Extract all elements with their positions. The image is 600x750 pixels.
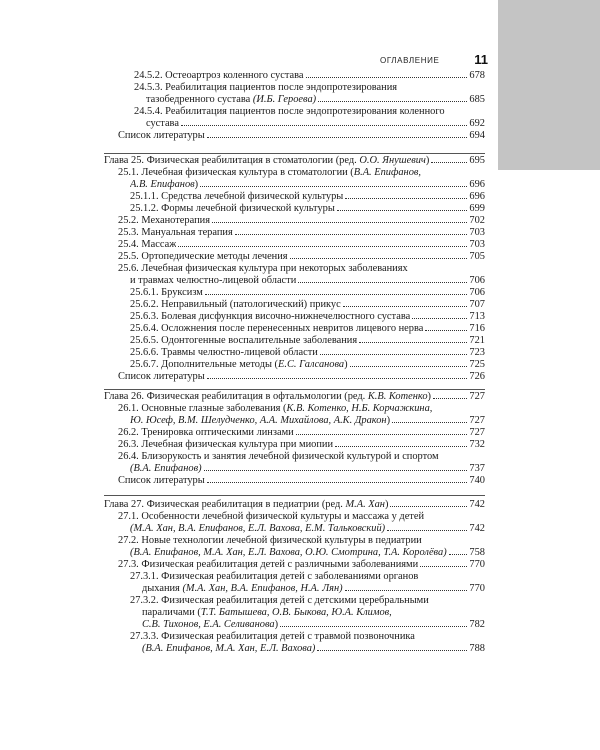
toc-entry-authors: Е.С. Галсанова [278, 359, 345, 370]
toc-entry[interactable] [104, 263, 485, 287]
toc-entry-title: 27.3.3. Физическая реабилитация детей с травмой позвоночника [130, 631, 415, 642]
toc-entry-title: Глава 25. Физическая реабилитация в стоматологии (ред. [104, 155, 357, 166]
leader-dots [207, 482, 468, 483]
toc-entry-title: 25.6.7. Дополнительные методы ( [130, 359, 279, 370]
toc-page-number: 713 [469, 311, 485, 322]
toc-entry-title-end: ) [425, 155, 430, 166]
toc-entry-authors: С.В. Тихонов, Е.А. Селиванова [142, 619, 275, 630]
leader-dots [345, 198, 467, 199]
toc-entry-authors: (М.А. Хан, В.А. Епифанов, Н.А. Лян) [182, 583, 343, 594]
chapter-divider [104, 389, 485, 390]
toc-page-number: 703 [469, 239, 485, 250]
leader-dots [345, 590, 468, 591]
toc-entry[interactable] [104, 631, 485, 655]
toc-entry-title: 25.5. Ортопедические методы лечения [118, 251, 288, 262]
leader-dots [200, 186, 467, 187]
leader-dots [296, 434, 468, 435]
leader-dots [205, 294, 468, 295]
leader-dots [420, 566, 467, 567]
toc-entry-title-end: ) [274, 619, 279, 630]
leader-dots [318, 101, 467, 102]
page-edge-tab [498, 0, 600, 170]
toc-entry[interactable] [104, 511, 485, 535]
toc-page-number: 727 [469, 415, 485, 426]
toc-entry[interactable] [104, 559, 485, 571]
page-number: 11 [474, 52, 488, 67]
toc-entry[interactable] [104, 106, 485, 130]
toc-entry-title: 24.5.2. Остеоартроз коленного сустава [134, 70, 304, 81]
toc-entry-title: 27.1. Особенности лечебной физической культуры и массажа у детей [118, 511, 425, 522]
toc-entry-authors: Т.Т. Батышева, О.В. Быкова, Ю.А. Климов, [200, 607, 392, 618]
toc-entry-title: Глава 26. Физическая реабилитация в офтальмологии (ред. [104, 391, 366, 402]
toc-entry-authors: К.В. Котенко [367, 391, 428, 402]
toc-entry-title-cont: сустава [146, 118, 179, 129]
toc-entry[interactable] [104, 323, 485, 335]
chapter-divider [104, 153, 485, 154]
toc-entry-title-end: ) [427, 391, 432, 402]
toc-entry[interactable] [104, 70, 485, 82]
leader-dots [204, 470, 468, 471]
toc-entry[interactable] [104, 191, 485, 203]
toc-page-number: 742 [469, 523, 485, 534]
toc-entry-title-cont: и травмах челюстно-лицевой области [130, 275, 297, 286]
toc-entry[interactable] [104, 203, 485, 215]
leader-dots [449, 554, 468, 555]
toc-entry-title-cont: дыхания [142, 583, 180, 594]
chapter-divider [104, 495, 485, 496]
leader-dots [280, 626, 467, 627]
leader-dots [298, 282, 467, 283]
toc-entry-title: 25.4. Массаж [118, 239, 177, 250]
leader-dots [235, 234, 468, 235]
toc-page-number: 703 [469, 227, 485, 238]
toc-page-number: 725 [469, 359, 485, 370]
toc-entry[interactable] [104, 239, 485, 251]
toc-page-number: 702 [469, 215, 485, 226]
toc-page-number: 705 [469, 251, 485, 262]
toc-entry-authors: (И.Б. Героева) [252, 94, 317, 105]
toc-entry-title: 27.3. Физическая реабилитация детей с различными заболеваниями [118, 559, 419, 570]
toc-entry-title: 27.3.2. Физическая реабилитация детей с детскими церебральными [130, 595, 429, 606]
toc-page-number: 740 [469, 475, 485, 486]
toc-entry[interactable] [104, 475, 485, 487]
toc-page-number: 706 [469, 275, 485, 286]
toc-page-number: 692 [469, 118, 485, 129]
leader-dots [392, 422, 467, 423]
toc-entry-authors: (В.А. Епифанов, М.А. Хан, Е.Л. Вахова, О.Ю. Смотрина, Т.А. Королёва) [130, 547, 447, 558]
leader-dots [181, 125, 467, 126]
toc-entry-title: 25.1. Лечебная физическая культура в стоматологии ( [118, 167, 354, 178]
toc-page-number: 721 [469, 335, 485, 346]
toc-entry[interactable] [104, 251, 485, 263]
toc-entry-title-cont: тазобедренного сустава [146, 94, 251, 105]
leader-dots [425, 330, 467, 331]
toc-entry[interactable] [104, 287, 485, 299]
toc-entry-authors: (М.А. Хан, В.А. Епифанов, Е.Л. Вахова, Е.М. Тальковский) [130, 523, 386, 534]
leader-dots [212, 222, 467, 223]
toc-entry-title: 25.6.4. Осложнения после перенесенных невритов лицевого нерва [130, 323, 424, 334]
toc-entry[interactable] [104, 347, 485, 359]
toc-entry[interactable] [104, 130, 485, 142]
toc-entry-title: Список литературы [118, 371, 205, 382]
toc-entry-authors: Ю. Юсеф, В.М. Шелудченко, А.А. Михайлова, А.К. Дракон [130, 415, 387, 426]
toc-entry[interactable] [104, 427, 485, 439]
toc-page-number: 723 [469, 347, 485, 358]
leader-dots [290, 258, 468, 259]
toc-entry-title: 26.3. Лечебная физическая культура при миопии [118, 439, 334, 450]
toc-entry[interactable] [104, 82, 485, 106]
leader-dots [431, 162, 467, 163]
toc-entry-authors: (В.А. Епифанов) [130, 463, 202, 474]
toc-entry[interactable] [104, 359, 485, 371]
leader-dots [433, 398, 467, 399]
toc-page-number: 695 [469, 155, 485, 166]
toc-entry-title: 27.3.1. Физическая реабилитация детей с заболеваниями органов [130, 571, 419, 582]
toc-page-number: 696 [469, 179, 485, 190]
toc-entry[interactable] [104, 403, 485, 427]
toc-entry-authors: (В.А. Епифанов, М.А. Хан, Е.Л. Вахова) [142, 643, 316, 654]
leader-dots [412, 318, 467, 319]
toc-entry-title-end: ) [386, 415, 391, 426]
toc-entry-title: 25.6.5. Одонтогенные воспалительные заболевания [130, 335, 358, 346]
toc-page-number: 727 [469, 391, 485, 402]
toc-entry[interactable] [104, 215, 485, 227]
leader-dots [335, 446, 467, 447]
toc-entry[interactable] [104, 299, 485, 311]
toc-page-number: 727 [469, 427, 485, 438]
toc-entry[interactable] [104, 227, 485, 239]
toc-entry-title: 26.2. Тренировка оптическими линзами [118, 427, 294, 438]
leader-dots [390, 506, 467, 507]
toc-page-number: 707 [469, 299, 485, 310]
toc-chapter-entry[interactable] [104, 499, 485, 511]
toc-entry-title: 26.1. Основные глазные заболевания ( [118, 403, 287, 414]
toc-entry[interactable] [104, 335, 485, 347]
toc-entry-title: 25.2. Механотерапия [118, 215, 210, 226]
toc-page-number: 788 [469, 643, 485, 654]
running-header [380, 52, 488, 70]
toc-entry-title: 25.3. Мануальная терапия [118, 227, 233, 238]
toc-page-number: 678 [469, 70, 485, 81]
toc-page-number: 742 [469, 499, 485, 510]
toc-entry-authors: В.А. Епифанов, [353, 167, 422, 178]
toc-page-number: 782 [469, 619, 485, 630]
leader-dots [207, 378, 468, 379]
leader-dots [343, 306, 468, 307]
leader-dots [320, 354, 468, 355]
toc-entry-authors: К.В. Котенко, Н.Б. Корчажкина, [286, 403, 433, 414]
leader-dots [306, 77, 468, 78]
toc-entry-title: Список литературы [118, 475, 205, 486]
toc-entry-title: 25.6.3. Болевая дисфункция височно-нижнечелюстного сустава [130, 311, 411, 322]
toc-entry-title-end: ) [194, 179, 199, 190]
leader-dots [178, 246, 467, 247]
toc-entry-authors: М.А. Хан [345, 499, 385, 510]
toc-entry-title: 25.6.6. Травмы челюстно-лицевой области [130, 347, 318, 358]
toc-entry[interactable] [104, 311, 485, 323]
toc-entry-title-end: ) [344, 359, 348, 370]
toc-page-number: 706 [469, 287, 485, 298]
toc-page-number: 770 [469, 559, 485, 570]
toc-entry-title: 24.5.4. Реабилитация пациентов после эндопротезирования коленного [134, 106, 445, 117]
leader-dots [387, 530, 467, 531]
toc-entry-title: 26.4. Близорукость и занятия лечебной физической культурой и спортом [118, 451, 439, 462]
toc-page-number: 696 [469, 191, 485, 202]
toc-page-number: 699 [469, 203, 485, 214]
running-header-title: ОГЛАВЛЕНИЕ [380, 56, 440, 65]
leader-dots [350, 366, 468, 367]
toc-page-number: 758 [469, 547, 485, 558]
toc-entry-title: 24.5.3. Реабилитация пациентов после эндопротезирования [134, 82, 398, 93]
toc-entry-title: Список литературы [118, 130, 205, 141]
leader-dots [207, 137, 468, 138]
toc-entry-title: 25.6.2. Неправильный (патологический) прикус [130, 299, 341, 310]
toc-entry-title: Глава 27. Физическая реабилитация в педиатрии (ред. [104, 499, 343, 510]
toc-chapter-entry[interactable] [104, 391, 485, 403]
toc-entry-authors: О.О. Янушевич [359, 155, 426, 166]
toc-page-number: 770 [469, 583, 485, 594]
toc-entry-title: 25.1.2. Формы лечебной физической культуры [130, 203, 335, 214]
toc-page-number: 726 [469, 371, 485, 382]
toc-page-number: 737 [469, 463, 485, 474]
leader-dots [317, 650, 467, 651]
toc-entry-authors: А.В. Епифанов [130, 179, 195, 190]
toc-entry-title: 25.6.1. Бруксизм [130, 287, 203, 298]
toc-entry[interactable] [104, 371, 485, 383]
toc-page-number: 716 [469, 323, 485, 334]
toc-page-number: 732 [469, 439, 485, 450]
toc-entry-title-end: ) [384, 499, 389, 510]
toc-entry-title: 27.2. Новые технологии лечебной физической культуры в педиатрии [118, 535, 422, 546]
toc-entry[interactable] [104, 571, 485, 595]
leader-dots [359, 342, 467, 343]
toc-page-number: 694 [469, 130, 485, 141]
toc-chapter-entry[interactable] [104, 155, 485, 167]
toc-entry[interactable] [104, 439, 485, 451]
toc-entry[interactable] [104, 595, 485, 631]
leader-dots [337, 210, 468, 211]
toc-entry[interactable] [104, 535, 485, 559]
toc-entry-title-cont: параличами ( [142, 607, 201, 618]
toc-page-number: 685 [469, 94, 485, 105]
toc-entry[interactable] [104, 167, 485, 191]
toc-entry-title: 25.6. Лечебная физическая культура при некоторых заболеваниях [118, 263, 408, 274]
toc-entry-title: 25.1.1. Средства лечебной физической культуры [130, 191, 344, 202]
toc-entry[interactable] [104, 451, 485, 475]
